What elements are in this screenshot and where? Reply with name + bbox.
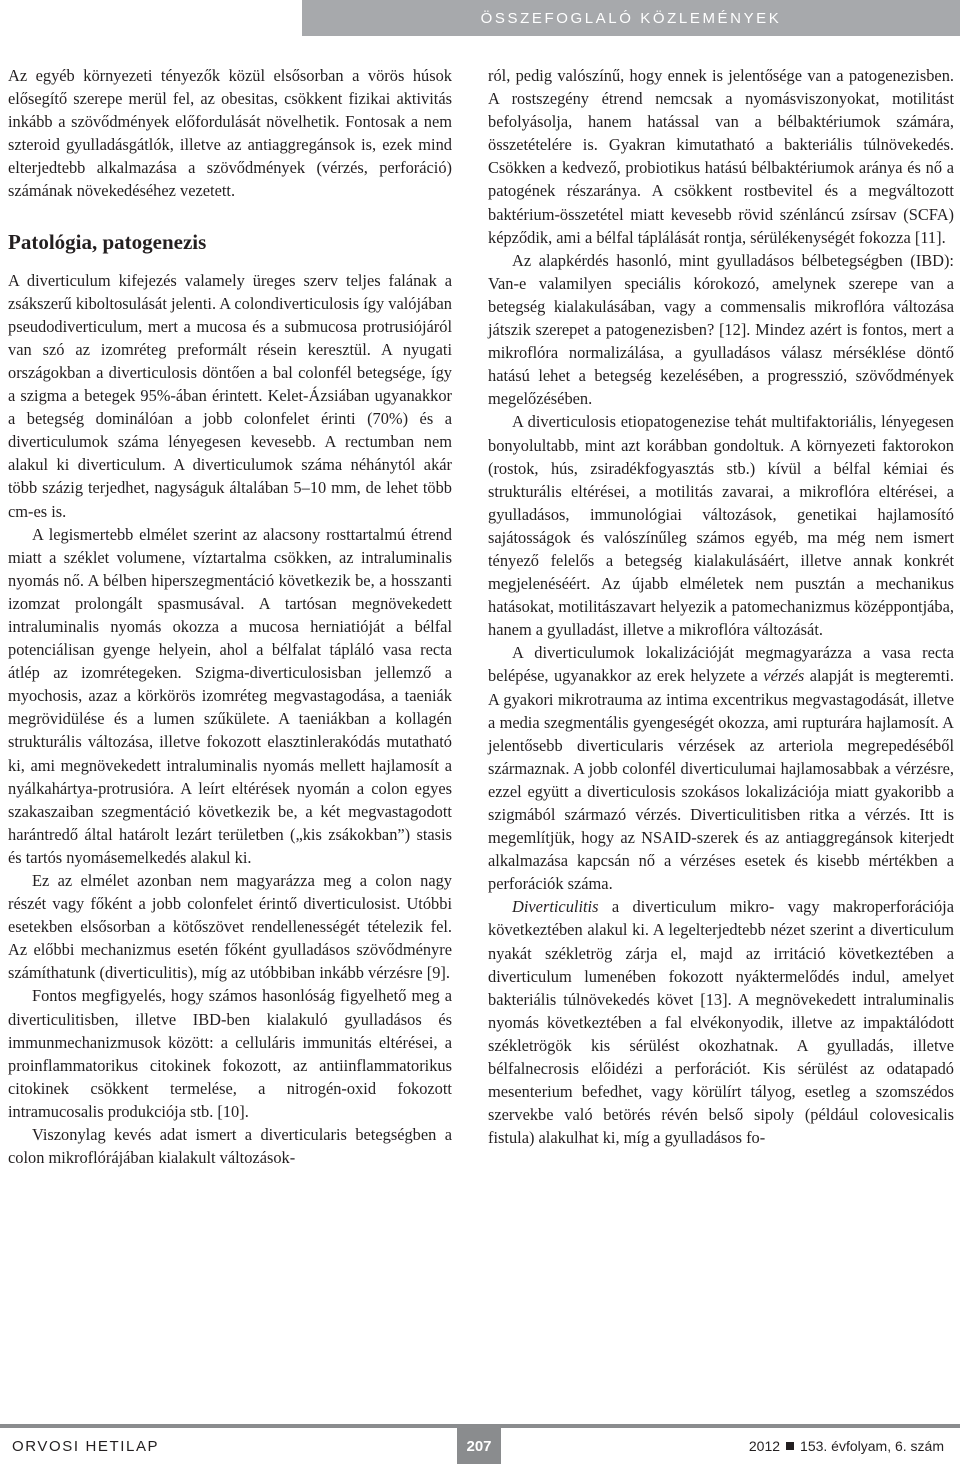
issue-volume: 153. évfolyam, 6. szám xyxy=(800,1438,944,1454)
paragraph: A diverticulosis etiopatogenezise tehát multifaktoriális, lényegesen bonyolultabb, mint azt korábban gondoltuk. A környezeti faktorokon (rostok, hús, zsiradékfogyasztás stb.) kívül a bélfal kémiai és strukturális eltérései, a motilitás zavarai, a mikroflóra eltérései, a gyulladásos, immunológiai változások, genetikai hajlamosító sajátosságok és valószínűleg számos egyéb, ma még nem ismert tényező felelős a betegség kialakulásáért, illetve annak konkrét megjelenéséért. Az újabb elméletek nem pusztán a mechanikus hatásokat, motilitászavart helyezik a patomechanizmus középpontjába, hanem a gyulladást, illetve a mikroflóra változását. xyxy=(488,412,954,640)
paragraph: ról, pedig valószínű, hogy ennek is jelentősége van a patogenezisben. A rostszegény étrend nemcsak a nyomásviszonyokat, motilitást befolyásolja, hanem hatással van a bélbaktériumok számára, összetételére is. Gyakran kimutatható a bakteriális túlnövekedés. Csökken a kedvező, probiotikus hatású bélbaktériumok aránya és nő a patogének részaránya. A csökkent rostbevitel és a megváltozott baktérium-összetétel miatt kevesebb rövid szénláncú zsírsav (SCFA) képződik, ami a bélfal táplálását rontja, sérülékenységét fokozza [11]. xyxy=(488,66,954,247)
paragraph: A legismertebb elmélet szerint az alacsony rosttartalmú étrend miatt a széklet volumene, víztartalma csökken, az intraluminalis nyomás nő. A bélben hiperszegmentáció következik be, a hosszanti izomzat prolongált spasmusával. A tartósan megnövekedett intraluminalis nyomás okozza a mucosa herniatióját a bélfal potenciálisan gyenge helyein, ahol a bélfalat tápláló vasa recta átlép az izomrétegeken. Szigma-diverticulosisban jellemző a myochosis, azaz a körkörös izomréteg megvastagodása, a taeniák megrövidülése és a lumen szűkülete. A taeniákban a kollagén strukturális változása, illetve fokozott elasztinlerakódás mutatható ki, ami megnövekedett intraluminalis nyomás mellett hajlamosít a nyálkahártya-protrusióra. A leírt eltérések nyomán a colon egyes szakaszaiban szegmentáció következik be, a két megvastagodott harántredő által határolt lezárt területben („kis zsákokban”) stasis és tartós nyomásemelkedés alakul ki. xyxy=(8,524,452,867)
paragraph: A diverticulum kifejezés valamely üreges szerv teljes falának a zsákszerű kiboltosulását jelenti. A colondiverticulosis így valójában pseudodiverticulum, mert a mucosa és a submucosa protrusiójáról van szó az izomréteg preformált résein keresztül. A nyugati országokban a diverticulosis döntően a bal colonfél betegsége, így a szigma a betegek 95%-ában érintett. Kelet-Ázsiában ugyanakkor a betegség dominálóan a jobb colonfelet érinti (70%) és a diverticulumok száma lényegesen kevesebb. A rectumban nem alakul ki diverticulum. A diverticulumok száma néhánytól akár több százig terjedhet, nagyságuk általában 5–10 mm, de lehet több cm-es is. xyxy=(8,270,452,521)
paragraph xyxy=(488,895,954,1149)
left-column xyxy=(8,64,452,1169)
issue-year: 2012 xyxy=(748,1438,781,1454)
right-column xyxy=(488,64,954,1149)
text-run: a diverticulum mikro- vagy makroperforációja következtében alakul ki. A legelterjedtebb nézet szerint a diverticulum nyakát székletrög zárja el, majd az irritáció következtében a diverticulum lumenében fokozott nyáktermelődés indul, amelyet bakteriális túlnövekedés követ [13]. A megnövekedett intraluminalis nyomás következtében a fal elvékonyodik, illetve az impaktálódott székletrögök kis sérülést okozhatnak. A gyulladás, illetve bélfalnecrosis előidézi a perforációt. Kis sérülést az odatapadó mesenterium befedhet, vagy körülírt tályog, esetleg a szomszédos szervekbe való betörés révén belső sipoly (például colovesicalis fistula) alakulhat ki, míg a gyulladásos fo- xyxy=(488,897,954,1148)
paragraph xyxy=(488,641,954,895)
page-footer xyxy=(0,1410,960,1464)
section-header-label: ÖSSZEFOGLALÓ KÖZLEMÉNYEK xyxy=(480,9,782,27)
page-number: 207 xyxy=(466,1437,492,1455)
italic-term: vérzés xyxy=(763,666,805,686)
italic-term: Diverticulitis xyxy=(512,897,599,917)
text-run: A diverticulumok lokalizációját megmagyarázza a vasa recta belépése, ugyanakkor az erek helyzete a xyxy=(488,643,954,686)
paragraph: Ez az elmélet azonban nem magyarázza meg a colon nagy részét vagy főként a jobb colonfelet érintő diverticulosist. Utóbbi esetekben elsősorban a kötőszövet rendellenességét tételezik fel. Az előbbi mechanizmus esetén főként gyulladásos szövődményre számíthatunk (diverticulitis), míg az utóbbiban inkább vérzésre [9]. xyxy=(8,871,452,983)
paragraph: Az alapkérdés hasonló, mint gyulladásos bélbetegségben (IBD): Van-e valamilyen speciális kórokozó, amelynek szerepe van a betegség kialakulásában, vagy a commensalis mikroflóra változása játszik szerepet a patogenezisben? [12]. Mindez azért is fontos, mert a mikroflóra normalizálása, a gyulladásos válasz mérséklése döntő hatású lehet a betegség kezelésében, a progresszió, szövődmények megelőzésében. xyxy=(488,250,954,409)
journal-name: ORVOSI HETILAP xyxy=(12,1438,160,1455)
page-number-box xyxy=(457,1428,501,1464)
paragraph: Az egyéb környezeti tényezők közül elsősorban a vörös húsok elősegítő szerepe merül fel, az obesitas, csökkent fizikai aktivitás inkább a szövődmények előfordulását növelhetik. Fontosak a nem szteroid gyulladásgátlók, illetve az antiaggregánsok is, ezek mind elterjedtebb alkalmazása a szövődmények (vérzés, perforáció) számának növekedéséhez vezetett. xyxy=(8,66,452,201)
square-bullet-icon xyxy=(786,1442,794,1450)
section-title: Patológia, patogenezis xyxy=(8,229,207,254)
section-header xyxy=(302,0,960,36)
paragraph: Viszonylag kevés adat ismert a diverticularis betegségben a colon mikroflórájában kialakult változások- xyxy=(8,1125,452,1168)
issue-info xyxy=(749,1438,944,1454)
paragraph: Fontos megfigyelés, hogy számos hasonlóság figyelhető meg a diverticulitisben, illetve IBD-ben kialakuló gyulladásos és immunmechanizmusok között: a celluláris immunitás eltérései, a proinflammatorikus citokinek fokozott, az antiinflammatorikus citokinek csökkent termelése, a nitrogén-oxid fokozott intramucosalis produkciója stb. [10]. xyxy=(8,986,452,1121)
text-run: alapját is megteremti. A gyakori mikrotrauma az intima excentrikus megvastagodását, illetve a media szegmentális gyengeségét okozza, ami rupturára hajlamosít. A jelentősebb diverticularis vérzések az arteriola megrepedéséből származnak. A jobb colonfél diverticulumai hajlamosabbak a vérzésre, ezzel együtt a diverticulosis szokásos lokalizációja miatt gyakoribb a szigmából származó vérzés. Diverticulitisben ritka a vérzés. Itt is megemlítjük, hogy az NSAID-szerek és az antiaggregánsok kiterjedt alkalmazása kapcsán nő a vérzéses esetek és kisebb mértékben a perforációk száma. xyxy=(488,666,954,894)
